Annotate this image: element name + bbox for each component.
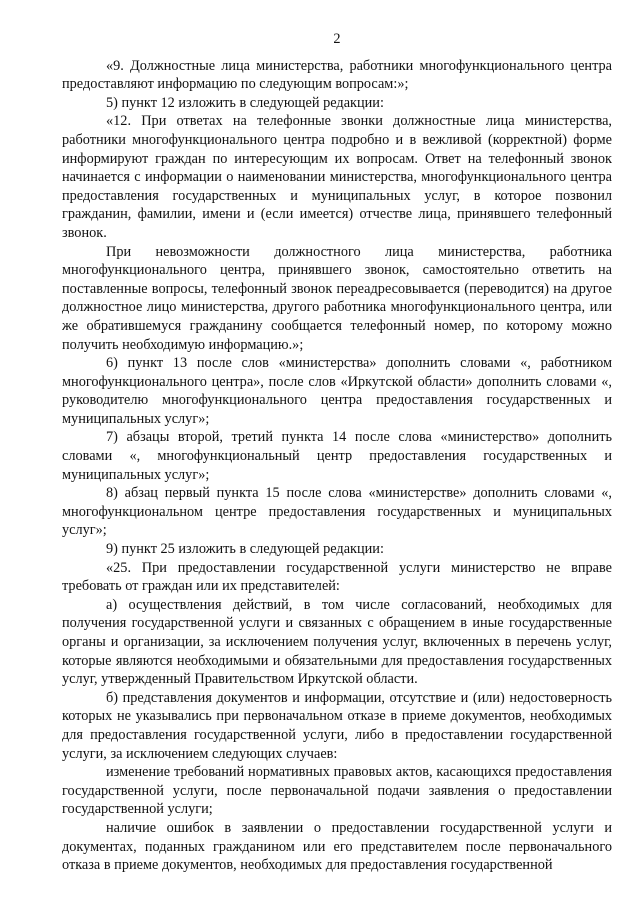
paragraph: 5) пункт 12 изложить в следующей редакции:: [106, 94, 384, 111]
paragraph: «12. При ответах на телефонные звонки должностные лица министерства, работники многофункционального центра подробно и в вежливой (корректной) форме информируют граждан по интересующим их вопросам. Ответ на телефонный звонок начинается с информации о наименовании министерства, многофункционального центра предоставления государственных и муниципальных услуг, в которое позвонил гражданин, фамилии, имени и (если имеется) отчестве лица, принявшего телефонный звонок.: [62, 113, 612, 241]
paragraph: «25. При предоставлении государственной услуги министерство не вправе требовать от граждан или их представителей:: [62, 559, 612, 595]
page-number: 2: [333, 31, 341, 47]
paragraph: 9) пункт 25 изложить в следующей редакции:: [106, 541, 384, 558]
paragraph: 7) абзацы второй, третий пункта 14 после слова «министерство» дополнить словами «, многофункциональный центр предоставления государственных и муниципальных услуг»;: [62, 429, 612, 483]
paragraph: наличие ошибок в заявлении о предоставлении государственной услуги и документах, поданных гражданином или его представителем после первоначального отказа в приеме документов, необходимых для предоставления государственной: [62, 819, 612, 874]
paragraph: При невозможности должностного лица министерства, работника многофункционального центра, принявшего звонок, самостоятельно ответить на поставленные вопросы, телефонный звонок переадресовывается (переводится) на другое должностное лицо министерства, другого работника многофункционального центра, или же обратившемуся гражданину сообщается телефонный номер, по которому можно получить необходимую информацию.»;: [62, 243, 612, 353]
paragraph: 8) абзац первый пункта 15 после слова «министерстве» дополнить словами «, многофункциональном центре предоставления государственных и муниципальных услуг»;: [62, 485, 612, 539]
paragraph: 6) пункт 13 после слов «министерства» дополнить словами «, работником многофункционального центра», после слов «Иркутской области» дополнить словами «, руководителю многофункционального центра предоставления государственных и муниципальных услуг»;: [62, 355, 612, 427]
paragraph: изменение требований нормативных правовых актов, касающихся предоставления государственной услуги, после первоначальной подачи заявления о предоставлении государственной услуги;: [62, 764, 612, 818]
paragraph: б) представления документов и информации, отсутствие и (или) недостоверность которых не указывались при первоначальном отказе в приеме документов, необходимых для предоставления государственной услуги, либо в предоставлении государственной услуги, за исключением следующих случаев:: [62, 689, 612, 762]
paragraph: а) осуществления действий, в том числе согласований, необходимых для получения государственной услуги и связанных с обращением в иные государственные органы и организации, за исключением получения услуг, включенных в перечень услуг, которые являются необходимыми и обязательными для предоставления государственных услуг, утвержденный Правительством Иркутской области.: [62, 596, 612, 688]
paragraph: «9. Должностные лица министерства, работники многофункционального центра предоставляют информацию по следующим вопросам:»;: [62, 57, 612, 93]
